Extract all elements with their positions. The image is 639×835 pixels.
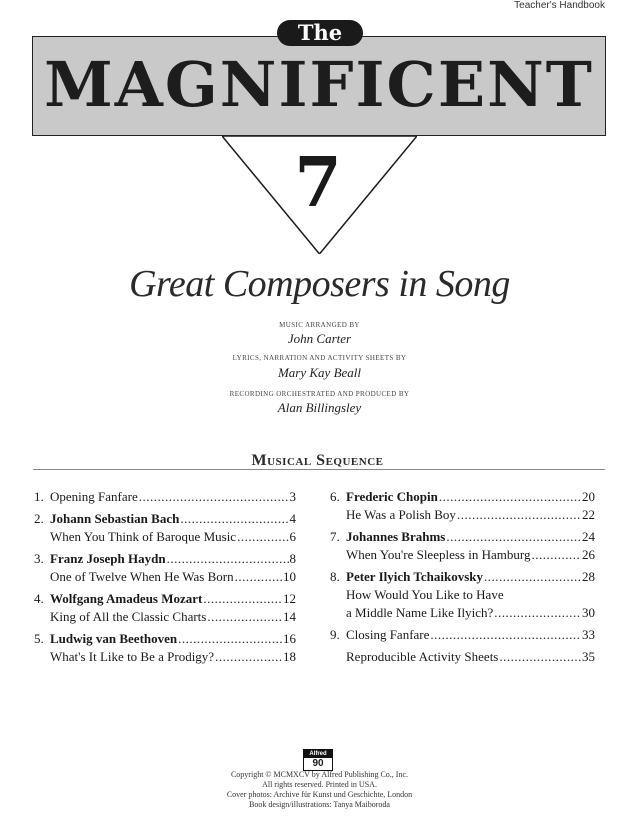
sub-entry-row [330,546,595,564]
sub-entry-row [330,586,595,604]
title-seven: 7 [294,143,342,223]
leader-dots [237,528,288,546]
leader-dots [430,626,581,644]
sub-entry-row [330,506,595,524]
entry-page: 12 [283,591,296,606]
title-main: MAGNIFICENT [44,48,594,121]
subtitle: Great Composers in Song [129,263,510,305]
song-title: When You're Sleepless in Hamburg [346,547,531,562]
entry-title: Peter Ilyich Tchaikovsky [346,569,484,584]
entry-number: 3. [34,551,44,566]
sub-entry-row [34,568,296,586]
footer-line: Book design/illustrations: Tanya Maiboroda [249,800,390,809]
song-title: He Was a Polish Boy [346,507,456,522]
song-title: When You Think of Baroque Music [50,529,237,544]
entry-number: 1. [34,489,44,504]
sequence-entry [34,630,296,666]
alfred-logo-top: Alfred [304,750,332,758]
song-page: 22 [582,507,595,522]
entry-number: 9. [330,627,340,642]
entry-page: 20 [582,489,595,504]
entry-number: 4. [34,591,44,606]
credit-name: Mary Kay Beall [277,365,362,380]
entry-number: 7. [330,529,340,544]
leader-dots [446,528,581,546]
credit-name: John Carter [287,331,352,346]
footer-line: Copyright © MCMXCV by Alfred Publishing Co., Inc. [230,770,409,779]
entry-page: 4 [289,511,296,526]
sub-entry-row [34,608,296,626]
entry-number: 2. [34,511,44,526]
credit-label: MUSIC ARRANGED BY [279,321,360,329]
song-page: 18 [283,649,296,664]
entry-title: Johannes Brahms [346,529,446,544]
entry-page: 33 [582,627,595,642]
sub-entry-row [330,604,595,622]
sequence-title: Musical Sequence [251,452,384,469]
entry-page: 8 [289,551,296,566]
sequence-entry [330,648,595,666]
song-page: 26 [582,547,595,562]
entry-title: Closing Fanfare [346,627,430,642]
entry-title: Ludwig van Beethoven [50,631,178,646]
sequence-entry [330,626,595,644]
entry-page: 35 [582,649,595,664]
entry-number: 5. [34,631,44,646]
leader-dots [215,648,282,666]
divider [33,469,605,470]
sequence-entry [34,550,296,586]
sequence-entry [330,528,595,564]
song-title: What's It Like to Be a Prodigy? [50,649,215,664]
sequence-entry [330,568,595,622]
entry-row [330,528,595,546]
entry-row [330,568,595,586]
sequence-entry [34,488,296,506]
leader-dots [531,546,581,564]
song-title: King of All the Classic Charts [50,609,207,624]
entry-number: 6. [330,489,340,504]
entry-title: Wolfgang Amadeus Mozart [50,591,203,606]
leader-dots [180,510,288,528]
entry-row [34,630,296,648]
entry-row [330,488,595,506]
sub-entry-row [34,648,296,666]
handbook-label: Teacher's Handbook [514,0,605,11]
alfred-logo [303,749,333,771]
credit-label: RECORDING ORCHESTRATED AND PRODUCED BY [229,390,410,398]
song-page: 14 [283,609,296,624]
entry-row [34,488,296,506]
leader-dots [207,608,282,626]
entry-row [330,626,595,644]
song-title: One of Twelve When He Was Born [50,569,234,584]
title-the: The [277,20,363,46]
sequence-entry [34,510,296,546]
entry-number: 8. [330,569,340,584]
leader-dots [235,568,282,586]
leader-dots [203,590,282,608]
entry-title: Johann Sebastian Bach [50,511,180,526]
leader-dots [457,506,581,524]
entry-row [34,590,296,608]
entry-page: 16 [283,631,296,646]
sequence-entry [34,590,296,626]
leader-dots [439,488,581,506]
footer-line: Cover photos: Archive für Kunst und Geschichte, London [226,790,413,799]
entry-row [34,550,296,568]
song-title: a Middle Name Like Ilyich? [346,605,494,620]
credit-label: LYRICS, NARRATION AND ACTIVITY SHEETS BY [232,354,407,362]
leader-dots [167,550,289,568]
leader-dots [494,604,581,622]
sequence-entry [330,488,595,524]
entry-row [330,648,595,666]
entry-title: Frederic Chopin [346,489,438,504]
leader-dots [139,488,289,506]
entry-title: Opening Fanfare [50,489,138,504]
copyright-footer [0,770,639,810]
footer-line: All rights reserved. Printed in USA. [262,780,377,789]
sub-entry-row [34,528,296,546]
song-page: 30 [582,605,595,620]
sequence-left-column [34,488,296,670]
entry-title: Franz Joseph Haydn [50,551,166,566]
leader-dots [499,648,581,666]
alfred-logo-bottom: 90 [312,758,324,769]
entry-title: Reproducible Activity Sheets [346,649,499,664]
leader-dots [178,630,282,648]
entry-row [34,510,296,528]
sequence-right-column [330,488,595,670]
song-page: 6 [289,529,296,544]
entry-page: 24 [582,529,595,544]
song-title: How Would You Like to Have [346,587,504,602]
entry-page: 3 [289,489,296,504]
entry-page: 28 [582,569,595,584]
credit-name: Alan Billingsley [277,400,362,415]
song-page: 10 [283,569,296,584]
leader-dots [484,568,581,586]
